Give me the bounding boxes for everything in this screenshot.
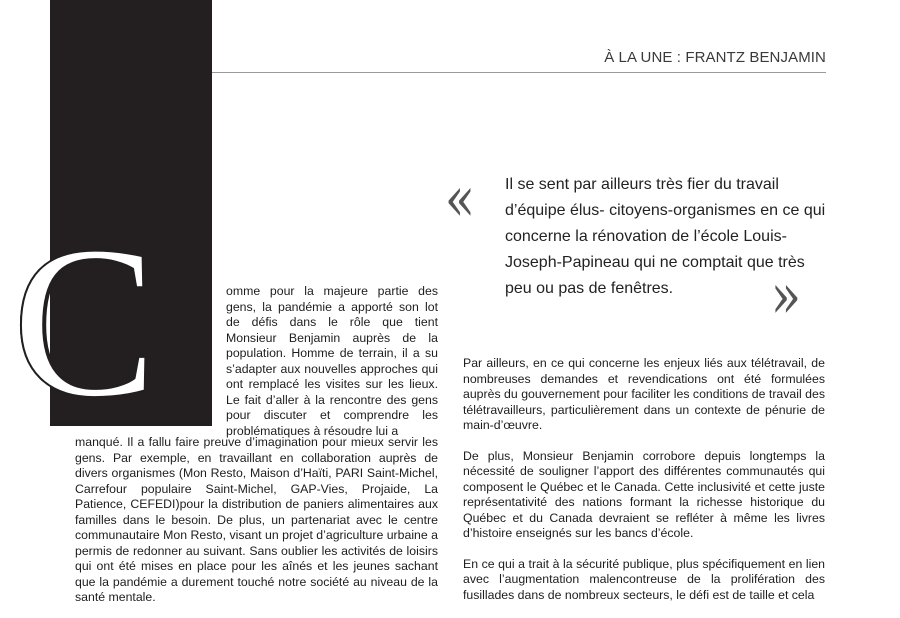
- header-rule: [212, 72, 826, 73]
- section-header: À LA UNE : FRANTZ BENJAMIN: [604, 49, 826, 66]
- open-quote-mark: «: [444, 162, 476, 235]
- left-column-intro: [226, 284, 438, 439]
- drop-cap: C: [12, 202, 158, 443]
- right-paragraph-1: Par ailleurs, en ce qui concerne les enjeux liés aux télétravail, de nombreuses demandes et revendications ont été formulées auprès du gouvernement pour faciliter les conditions de travail des télétravailleurs, particulièrement dans un contexte de pénurie de main-d’œuvre.: [463, 356, 825, 432]
- right-paragraph-3: En ce qui a trait à la sécurité publique, plus spécifiquement en lien avec l’augmentation malencontreuse de la prolifération des fusillades dans de nombreux secteurs, le défi est de taille et cela: [463, 556, 825, 602]
- pull-quote: Il se sent par ailleurs très fier du travail d’équipe élus- citoyens-organismes en ce qui concerne la rénovation de l’école Louis-Joseph-Papineau qui ne comptait que très peu ou pas de fenêtres.: [505, 176, 826, 297]
- intro-paragraph: omme pour la majeure partie des gens, la pandémie a apporté son lot de défis dans le rôle que tient Monsieur Benjamin auprès de la population. Homme de terrain, il a su s’adapter aux nouvelles approches qui ont remplacé les visites sur les lieux. Le fait d’aller à la rencontre des gens pour discuter et comprendre les problématiques à résoudre lui a: [226, 284, 438, 438]
- right-paragraph-2: De plus, Monsieur Benjamin corrobore depuis longtemps la nécessité de souligner l’apport des différentes communautés qui composent le Québec et le Canada. Cette inclusivité et cette juste représentativité des nations formant la richesse historique du Québec et du Canada devraient se refléter à même les livres d’histoire enseignés sur les bancs d’école.: [463, 448, 825, 540]
- close-quote-mark: »: [770, 259, 802, 332]
- right-column: [463, 356, 825, 618]
- continuation-paragraph: manqué. Il a fallu faire preuve d’imagination pour mieux servir les gens. Par exemple, en travaillant en collaboration auprès de divers organismes (Mon Resto, Maison d’Haïti, PARI Saint-Michel, Carrefour populaire Saint-Michel, GAP-Vies, Projaide, La Patience, CEFEDI)pour la distribution de paniers alimentaires aux familles dans le besoin. De plus, un partenariat avec le centre communautaire Mon Resto, visant un projet d’agriculture urbaine a permis de redonner au suivant. Sans oublier les activités de loisirs qui ont été mises en place pour les aînés et les jeunes sachant que la pandémie a durement touché notre société au niveau de la santé mentale.: [75, 435, 438, 604]
- left-column-continuation: [75, 435, 438, 606]
